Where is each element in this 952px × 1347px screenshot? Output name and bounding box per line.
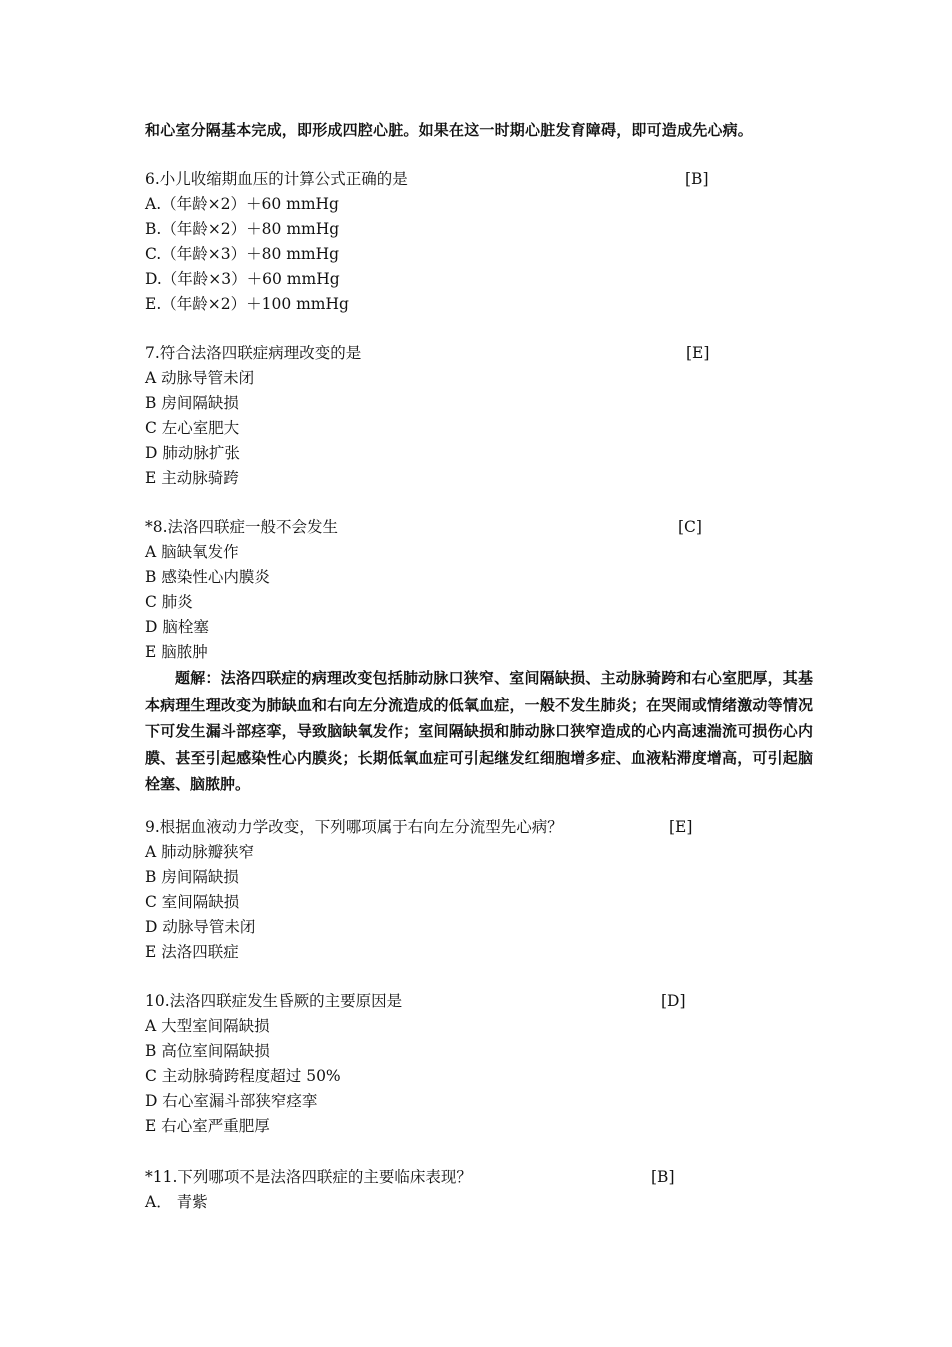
option: B.（年龄×2）＋80 mmHg: [145, 220, 340, 238]
option: A 大型室间隔缺损: [145, 1017, 270, 1035]
answer-key: [B]: [651, 1168, 675, 1186]
question-stem: *11.下列哪项不是法洛四联症的主要临床表现？: [145, 1168, 472, 1186]
question-8: [145, 515, 825, 665]
question-10: [145, 989, 825, 1139]
explanation-paragraph: 题解：法洛四联症的病理改变包括肺动脉口狭窄、室间隔缺损、主动脉骑跨和右心室肥厚，其基本病理生理改变为肺缺血和右向左分流造成的低氧血症，一般不发生肺炎；在哭闹或情绪激动等情况下可发生漏斗部痉挛，导致脑缺氧发作；室间隔缺损和肺动脉口狭窄造成的心内高速湍流可损伤心内膜、甚至引起感染性心内膜炎；长期低氧血症可引起继发红细胞增多症、血液粘滞度增高，可引起脑栓塞、脑脓肿。: [145, 669, 813, 793]
question-9: [145, 815, 825, 965]
option: D 右心室漏斗部狭窄痉挛: [145, 1092, 318, 1110]
option: C 室间隔缺损: [145, 893, 240, 911]
question-stem: *8.法洛四联症一般不会发生: [145, 518, 339, 536]
answer-key: [D]: [661, 992, 686, 1010]
option: D 脑栓塞: [145, 618, 209, 636]
option: A． 青紫: [145, 1193, 208, 1211]
question-stem: 9.根据血液动力学改变，下列哪项属于右向左分流型先心病？: [145, 818, 563, 836]
answer-key: [E]: [686, 344, 710, 362]
answer-key: [C]: [678, 518, 702, 536]
option: C 主动脉骑跨程度超过 50%: [145, 1067, 341, 1085]
option: B 感染性心内膜炎: [145, 568, 270, 586]
option: A 肺动脉瓣狭窄: [145, 843, 255, 861]
option: D.（年龄×3）＋60 mmHg: [145, 270, 340, 288]
question-6: [145, 167, 825, 317]
option: C.（年龄×3）＋80 mmHg: [145, 245, 340, 263]
option: B 高位室间隔缺损: [145, 1042, 270, 1060]
option: E 法洛四联症: [145, 943, 239, 961]
option: A 动脉导管未闭: [145, 369, 255, 387]
option: C 肺炎: [145, 593, 193, 611]
question-11: [145, 1165, 825, 1215]
answer-key: [E]: [669, 818, 693, 836]
question-7: [145, 341, 825, 491]
option: B 房间隔缺损: [145, 868, 239, 886]
option: D 动脉导管未闭: [145, 918, 256, 936]
option: E.（年龄×2）＋100 mmHg: [145, 295, 349, 313]
option: B 房间隔缺损: [145, 394, 239, 412]
option: D 肺动脉扩张: [145, 444, 240, 462]
option: E 脑脓肿: [145, 643, 208, 661]
option: E 主动脉骑跨: [145, 469, 239, 487]
option: E 右心室严重肥厚: [145, 1117, 270, 1135]
question-stem: 6.小儿收缩期血压的计算公式正确的是: [145, 170, 408, 188]
question-stem: 7.符合法洛四联症病理改变的是: [145, 344, 362, 362]
answer-key: [B]: [685, 170, 709, 188]
option: A.（年龄×2）＋60 mmHg: [145, 195, 339, 213]
intro-paragraph: 和心室分隔基本完成，即形成四腔心脏。如果在这一时期心脏发育障碍，即可造成先心病。: [145, 121, 754, 139]
option: C 左心室肥大: [145, 419, 240, 437]
option: A 脑缺氧发作: [145, 543, 239, 561]
question-stem: 10.法洛四联症发生昏厥的主要原因是: [145, 992, 403, 1010]
